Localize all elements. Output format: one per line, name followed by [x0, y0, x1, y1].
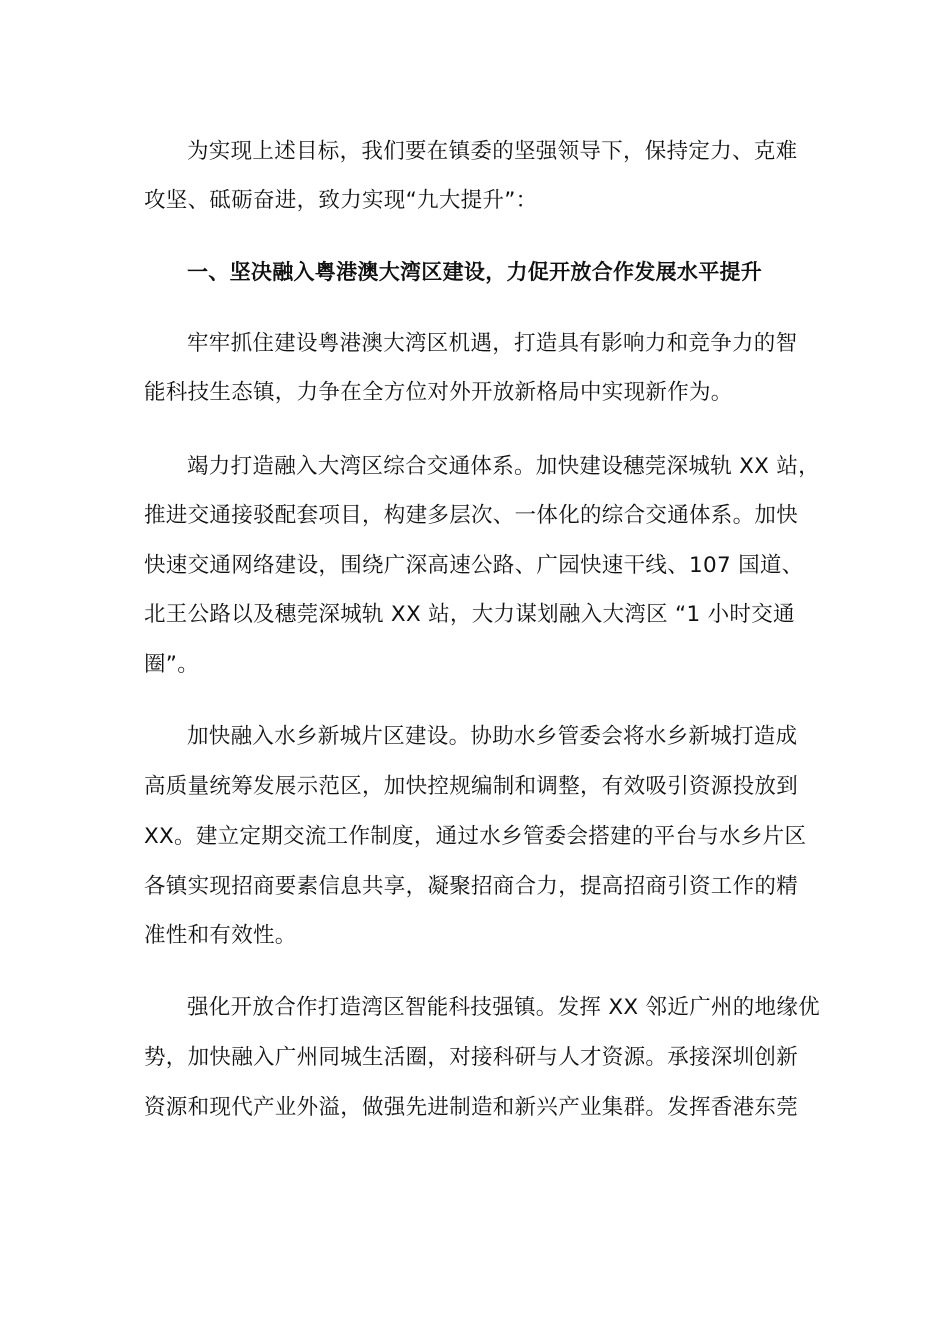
- p2-line-3: 快速交通网络建设，围绕广深高速公路、广园快速干线、107 国道、: [144, 553, 804, 578]
- p2-line-1: 竭力打造融入大湾区综合交通体系。加快建设穗莞深城轨 XX 站，: [187, 454, 820, 479]
- intro-line-1: 为实现上述目标，我们要在镇委的坚强领导下，保持定力、克难: [187, 139, 798, 164]
- section-heading: 一、坚决融入粤港澳大湾区建设，力促开放合作发展水平提升: [187, 260, 763, 284]
- p3-line-1: 加快融入水乡新城片区建设。协助水乡管委会将水乡新城打造成: [187, 724, 798, 749]
- p2-line-5: 圈”。: [144, 652, 200, 677]
- p3-line-5: 准性和有效性。: [144, 923, 297, 948]
- p3-line-3: XX。建立定期交流工作制度，通过水乡管委会搭建的平台与水乡片区: [144, 824, 807, 849]
- p4-line-3: 资源和现代产业外溢，做强先进制造和新兴产业集群。发挥香港东莞: [144, 1095, 799, 1120]
- p4-line-2: 势，加快融入广州同城生活圈，对接科研与人才资源。承接深圳创新: [144, 1045, 799, 1070]
- p1-line-1: 牢牢抓住建设粤港澳大湾区机遇，打造具有影响力和竞争力的智: [187, 331, 798, 356]
- p2-line-2: 推进交通接驳配套项目，构建多层次、一体化的综合交通体系。加快: [144, 503, 799, 528]
- p3-line-4: 各镇实现招商要素信息共享，凝聚招商合力，提高招商引资工作的精: [144, 874, 799, 899]
- intro-line-2: 攻坚、砥砺奋进，致力实现“九大提升”：: [144, 188, 538, 213]
- p2-line-4: 北王公路以及穗莞深城轨 XX 站，大力谋划融入大湾区 “1 小时交通: [144, 602, 795, 627]
- p4-line-1: 强化开放合作打造湾区智能科技强镇。发挥 XX 邻近广州的地缘优: [187, 995, 820, 1020]
- p1-line-2: 能科技生态镇，力争在全方位对外开放新格局中实现新作为。: [144, 380, 733, 405]
- p3-line-2: 高质量统筹发展示范区，加快控规编制和调整，有效吸引资源投放到: [144, 774, 799, 799]
